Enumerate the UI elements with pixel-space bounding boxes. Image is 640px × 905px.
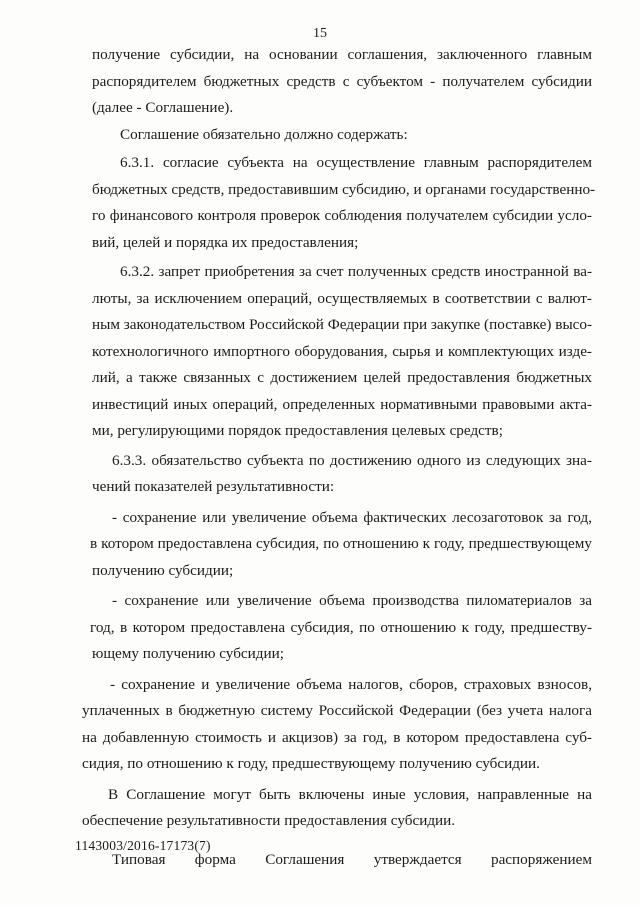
text-line: на добавленную стоимость и акцизов) за год, в котором предоставлена суб- xyxy=(82,728,592,746)
document-body xyxy=(82,42,596,873)
text-line: уплаченных в бюджетную систему Российской Федерации (без учета налога xyxy=(82,702,592,719)
text-line: вий, целей и порядка их предоставления; xyxy=(92,233,359,251)
text-line: распорядителем бюджетных средств с субъектом - получателем субсидии xyxy=(92,72,592,90)
text-line: го финансового контроля проверок соблюдения получателем субсидии усло- xyxy=(92,207,592,224)
text-line: обеспечение результативности предоставления субсидии. xyxy=(82,812,456,829)
text-line: ми, регулирующими порядок предоставления целевых средств; xyxy=(92,422,503,439)
text-line: Соглашение обязательно должно содержать: xyxy=(120,125,408,143)
text-line: получение субсидии, на основании соглашения, заключенного главным xyxy=(92,46,592,63)
text-line: в котором предоставлена субсидия, по отношению к году, предшествующему xyxy=(90,535,592,552)
text-line: получению субсидии; xyxy=(92,561,234,579)
text-line: Типовая форма Соглашения утверждается распоряжением xyxy=(112,850,592,868)
text-line: бюджетных средств, предоставившим субсидию, и органами государственно- xyxy=(92,180,596,198)
text-line: инвестиций иных операций, определенных нормативными правовыми акта- xyxy=(92,395,592,413)
text-line: - сохранение или увеличение объема производства пиломатериалов за xyxy=(112,592,592,609)
footer-document-code: 1143003/2016-17173(7) xyxy=(75,838,211,853)
text-line: ющему получению субсидии; xyxy=(92,645,284,662)
text-line: 6.3.3. обязательство субъекта по достижению одного из следующих зна- xyxy=(112,451,592,469)
text-line: чений показателей результативности: xyxy=(92,478,335,495)
text-line: 6.3.2. запрет приобретения за счет полученных средств иностранной ва- xyxy=(120,263,592,280)
page-number: 15 xyxy=(313,26,327,41)
text-line: - сохранение и увеличение объема налогов, сборов, страховых взносов, xyxy=(110,675,592,693)
text-line: сидия, по отношению к году, предшествующему получению субсидии. xyxy=(82,755,540,772)
text-line: ным законодательством Российской Федерации при закупке (поставке) высо- xyxy=(92,316,593,333)
text-line: 6.3.1. согласие субъекта на осуществление главным распорядителем xyxy=(120,154,592,171)
text-line: В Соглашение могут быть включены иные условия, направленные на xyxy=(108,785,592,803)
text-line: год, в котором предоставлена субсидия, по отношению к году, предшеству- xyxy=(90,618,592,636)
text-line: - сохранение или увеличение объема фактических лесозаготовок за год, xyxy=(112,508,592,526)
text-line: (далее - Соглашение). xyxy=(92,99,234,116)
text-line: котехнологичного импортного оборудования, сырья и комплектующих изде- xyxy=(92,342,592,360)
text-line: люты, за исключением операций, осуществляемых в соответствии с валют- xyxy=(92,289,592,307)
text-line: лий, а также связанных с достижением целей предоставления бюджетных xyxy=(92,369,592,386)
